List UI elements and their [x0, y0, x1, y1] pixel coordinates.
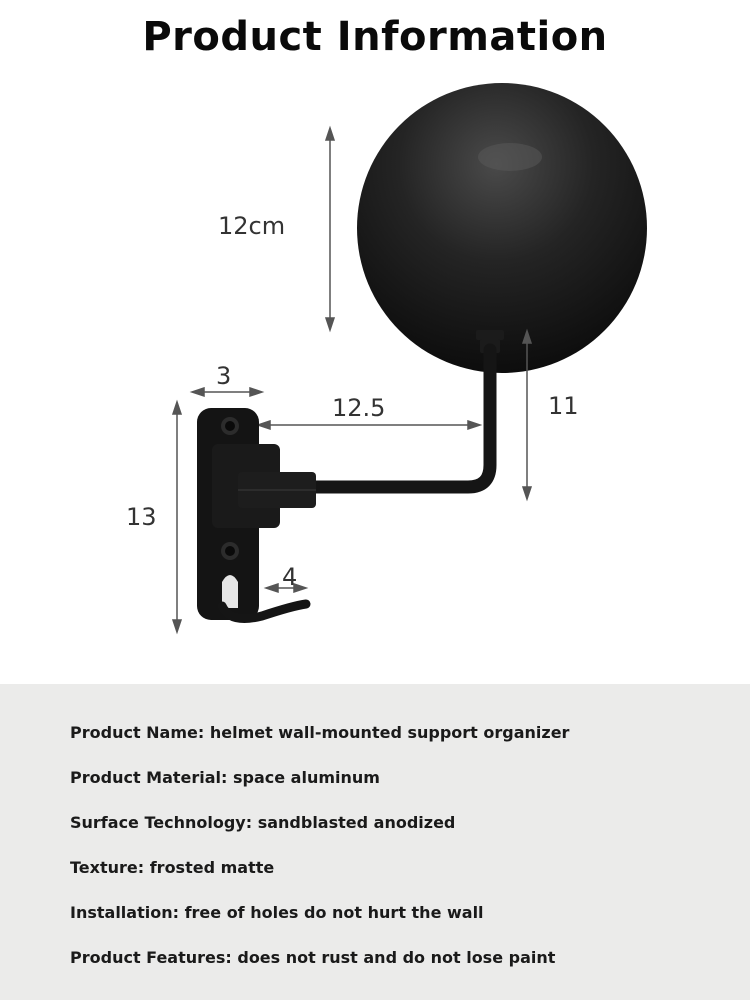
info-surface-technology: Surface Technology: sandblasted anodized	[70, 813, 456, 832]
arm-length-dimension-line	[258, 421, 480, 429]
ball-height-dimension-line	[326, 128, 334, 330]
info-product-name: Product Name: helmet wall-mounted support organizer	[70, 723, 570, 742]
ball-height-label: 12cm	[218, 212, 286, 240]
hook-depth-label: 4	[282, 563, 298, 591]
info-product-material: Product Material: space aluminum	[70, 768, 380, 787]
page-title: Product Information	[142, 14, 608, 60]
arm-height-label: 11	[548, 392, 579, 420]
hinge-block	[212, 444, 316, 528]
product-info-panel	[0, 684, 750, 1000]
info-texture: Texture: frosted matte	[70, 858, 275, 877]
plate-height-dimension-line	[173, 402, 181, 632]
info-product-features: Product Features: does not rust and do not lose paint	[70, 948, 556, 967]
arm-length-label: 12.5	[332, 394, 386, 422]
helmet-ball	[357, 83, 647, 373]
plate-width-label: 3	[216, 362, 232, 390]
info-installation: Installation: free of holes do not hurt the wall	[70, 903, 484, 922]
plate-height-label: 13	[126, 503, 157, 531]
